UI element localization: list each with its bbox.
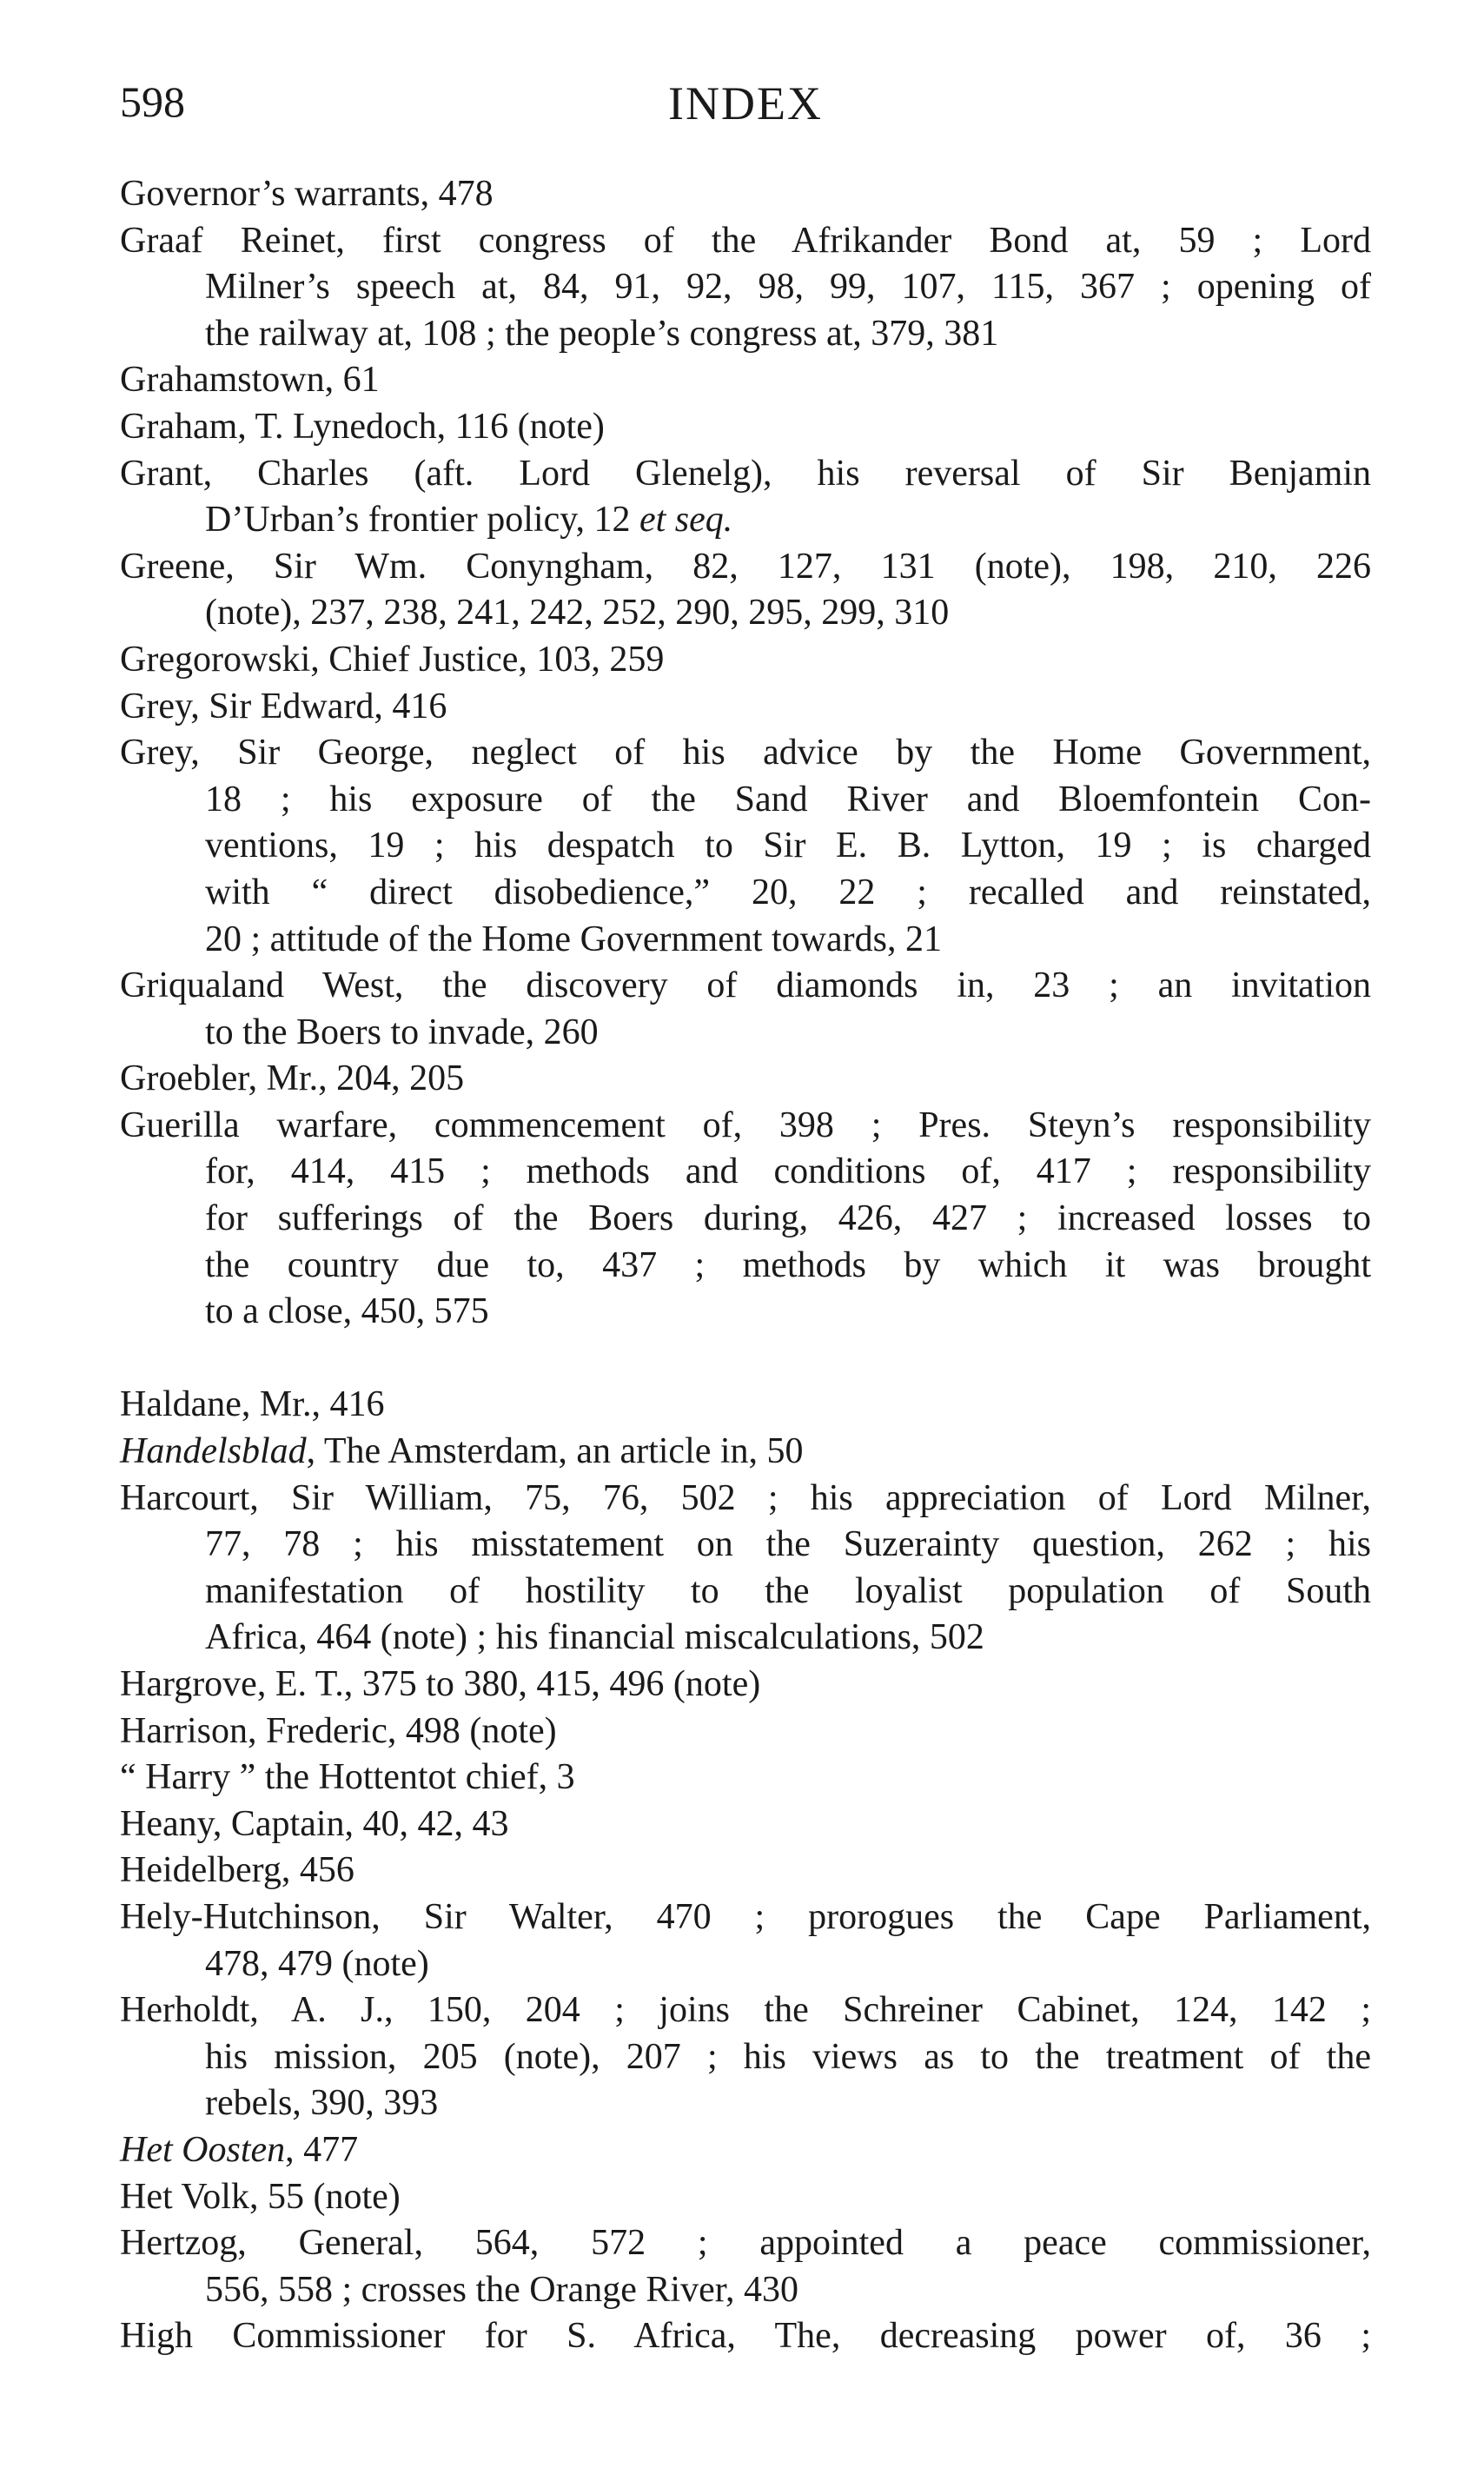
entry-heading-line: Hertzog, General, 564, 572 ; appointed a peace commissioner,	[120, 2223, 1371, 2264]
entry-heading-line: High Commissioner for S. Africa, The, decreasing power of, 36 ;	[120, 2316, 1371, 2357]
entry-heading-line: Griqualand West, the discovery of diamonds in, 23 ; an invitation	[120, 965, 1371, 1006]
index-entry	[120, 2220, 1371, 2313]
entry-heading-line: Het Oosten, 477	[120, 2129, 359, 2170]
index-entry	[120, 1103, 1371, 1336]
entry-continuation-line: Africa, 464 (note) ; his financial miscalculations, 502	[205, 1617, 984, 1658]
entry-heading-line: Grant, Charles (aft. Lord Glenelg), his reversal of Sir Benjamin	[120, 453, 1371, 494]
italic-title: Handelsblad	[120, 1431, 307, 1472]
entry-heading-line: Grey, Sir George, neglect of his advice by the Home Government,	[120, 733, 1371, 773]
index-entry	[120, 684, 1371, 731]
entry-continuation-line: 77, 78 ; his misstatement on the Suzerainty question, 262 ; his	[205, 1524, 1371, 1565]
entry-heading-line: Grahamstown, 61	[120, 360, 380, 401]
index-entry	[120, 218, 1371, 358]
index-entry	[120, 404, 1371, 451]
entry-continuation-line: his mission, 205 (note), 207 ; his views as to the treatment of the	[205, 2036, 1371, 2077]
index-entry	[120, 1801, 1371, 1848]
page-number: 598	[120, 77, 185, 126]
index-entry	[120, 451, 1371, 544]
page-title: INDEX	[668, 77, 823, 129]
index-entry	[120, 2313, 1371, 2360]
entry-heading-line: Greene, Sir Wm. Conyngham, 82, 127, 131 (note), 198, 210, 226	[120, 546, 1371, 587]
index-entry	[120, 1056, 1371, 1103]
letter-section-gap	[120, 1336, 1371, 1383]
index-entry	[120, 1987, 1371, 2127]
entry-continuation-line: 556, 558 ; crosses the Orange River, 430	[205, 2269, 799, 2310]
index-entries	[120, 171, 1371, 2360]
entry-continuation-line: to the Boers to invade, 260	[205, 1012, 599, 1052]
entry-heading-line: Haldane, Mr., 416	[120, 1384, 385, 1425]
entry-continuation-line: to a close, 450, 575	[205, 1291, 489, 1332]
entry-heading-line: Herholdt, A. J., 150, 204 ; joins the Schreiner Cabinet, 124, 142 ;	[120, 1990, 1371, 2031]
index-entry	[120, 1382, 1371, 1429]
index-entry	[120, 963, 1371, 1056]
entry-continuation-line: the railway at, 108 ; the people’s congress at, 379, 381	[205, 313, 999, 354]
index-entry	[120, 2127, 1371, 2174]
entry-heading-line: Graaf Reinet, first congress of the Afrikander Bond at, 59 ; Lord	[120, 220, 1371, 261]
entry-heading-line: Harcourt, Sir William, 75, 76, 502 ; his appreciation of Lord Milner,	[120, 1477, 1371, 1518]
entry-heading-line: Hely-Hutchinson, Sir Walter, 470 ; prorogues the Cape Parliament,	[120, 1896, 1371, 1937]
entry-continuation-line: D’Urban’s frontier policy, 12 et seq.	[205, 500, 733, 541]
index-entry	[120, 1894, 1371, 1987]
entry-continuation-line: for, 414, 415 ; methods and conditions of, 417 ; responsibility	[205, 1151, 1371, 1192]
entry-heading-line: Graham, T. Lynedoch, 116 (note)	[120, 406, 605, 447]
entry-heading-line: “ Harry ” the Hottentot chief, 3	[120, 1757, 575, 1798]
entry-heading-line: Harrison, Frederic, 498 (note)	[120, 1710, 557, 1751]
entry-heading-line: Grey, Sir Edward, 416	[120, 686, 447, 726]
italic-title: et seq.	[639, 500, 733, 541]
entry-heading-line: Het Volk, 55 (note)	[120, 2176, 401, 2217]
index-entry	[120, 1662, 1371, 1708]
entry-heading-line: Heidelberg, 456	[120, 1850, 354, 1891]
entry-continuation-line: 478, 479 (note)	[205, 1943, 429, 1984]
entry-continuation-line: rebels, 390, 393	[205, 2083, 439, 2124]
entry-heading-line: Guerilla warfare, commencement of, 398 ; Pres. Steyn’s responsibility	[120, 1105, 1371, 1145]
entry-heading-line: Heany, Captain, 40, 42, 43	[120, 1803, 509, 1844]
page-header	[120, 76, 1371, 137]
entry-heading-line: Gregorowski, Chief Justice, 103, 259	[120, 639, 665, 680]
entry-continuation-line: ventions, 19 ; his despatch to Sir E. B. Lytton, 19 ; is charged	[205, 826, 1371, 866]
entry-heading-line: Handelsblad, The Amsterdam, an article in, 50	[120, 1431, 804, 1472]
index-entry	[120, 544, 1371, 637]
index-entry	[120, 1848, 1371, 1894]
entry-continuation-line: for sufferings of the Boers during, 426, 427 ; increased losses to	[205, 1198, 1371, 1239]
entry-continuation-line: 20 ; attitude of the Home Government towards, 21	[205, 919, 942, 959]
index-entry	[120, 1476, 1371, 1662]
entry-continuation-line: manifestation of hostility to the loyalist population of South	[205, 1570, 1371, 1611]
entry-heading-line: Governor’s warrants, 478	[120, 174, 494, 214]
index-entry	[120, 1708, 1371, 1755]
entry-heading-line: Groebler, Mr., 204, 205	[120, 1058, 465, 1099]
index-entry	[120, 1429, 1371, 1476]
entry-continuation-line: with “ direct disobedience,” 20, 22 ; recalled and reinstated,	[205, 872, 1371, 912]
index-entry	[120, 357, 1371, 404]
entry-continuation-line: Milner’s speech at, 84, 91, 92, 98, 99, 107, 115, 367 ; opening of	[205, 267, 1371, 308]
index-entry	[120, 2174, 1371, 2221]
index-entry	[120, 1755, 1371, 1801]
entry-continuation-line: the country due to, 437 ; methods by which it was brought	[205, 1244, 1371, 1285]
index-entry	[120, 730, 1371, 963]
index-entry	[120, 637, 1371, 684]
italic-title: Het Oosten	[120, 2129, 286, 2170]
entry-continuation-line: 18 ; his exposure of the Sand River and Bloemfontein Con-	[205, 779, 1371, 819]
entry-heading-line: Hargrove, E. T., 375 to 380, 415, 496 (note)	[120, 1664, 761, 1704]
index-entry	[120, 171, 1371, 218]
entry-continuation-line: (note), 237, 238, 241, 242, 252, 290, 295, 299, 310	[205, 593, 950, 634]
